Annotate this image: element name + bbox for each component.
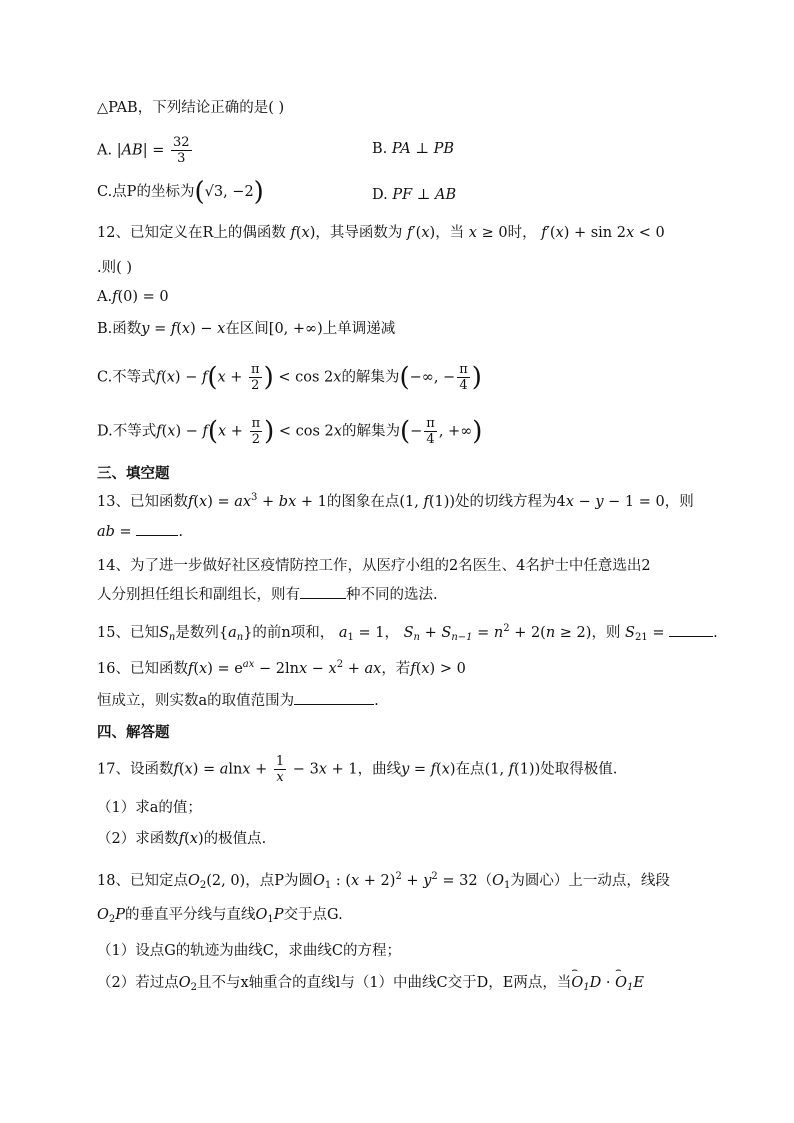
q11-option-b: B. PA ⊥ PB	[372, 141, 455, 157]
q11-tail: △PAB，下列结论正确的是( )	[97, 100, 285, 116]
q12-option-c: C.不等式f(x) − f(x + $\frac{\pi}{2}$ ) < cos 2x的解集为(−∞, − $\frac{\pi}{4}$ )	[97, 362, 482, 393]
q12-option-d: D.不等式f(x) − f(x + $\frac{\pi}{2}$ ) < cos 2x的解集为(− $\frac{\pi}{4}$ , +∞)	[97, 416, 483, 447]
q18-part1: （1）设点G的轨迹为曲线C，求曲线C的方程；	[97, 943, 401, 959]
q17-stem: 17、设函数f(x) = alnx + $\frac{1}{x}$ − 3x + 1，曲线y = f(x)在点(1, f(1))处取得极值.	[97, 754, 618, 785]
answer-blank[interactable]	[294, 690, 374, 705]
q12-stem-tail: .则( )	[97, 260, 133, 276]
q11-option-c: C.点P的坐标为(√3, −2)	[97, 177, 264, 207]
q18-line2: $O_2P$的垂直平分线与直线$O_1P$交于点G.	[97, 907, 343, 925]
q11-option-a: A. |AB| = $\frac{32}{3}$	[97, 135, 190, 166]
q14-line1: 14、为了进一步做好社区疫情防控工作，从医疗小组的2名医生、4名护士中任意选出2	[97, 558, 651, 574]
q18-part2: （2）若过点$O_2$且不与x轴重合的直线l与（1）中曲线C交于D，E两点，当⌢ $O_1D$ · ⌢ $O_1E$	[97, 972, 644, 999]
answer-blank[interactable]	[669, 622, 713, 637]
option-label: A.	[97, 142, 113, 159]
q15-line: 15、已知$S_n$是数列$\{a_n\}$的前n项和， $a_1 = 1$， $S_n + S_{n-1} = n^2 + 2(n \ge 2)$，则 $S_{21}$ = .	[97, 623, 718, 643]
q16-line2: 恒成立，则实数a的取值范围为 .	[97, 690, 379, 712]
q13-line1: 13、已知函数$f(x) = ax^3$ + bx + 1的图象在点(1, f(1))处的切线方程为4x − y − 1 = 0，则	[97, 492, 694, 510]
q12-stem: 12、已知定义在R上的偶函数 f(x)，其导函数为 f′(x)，当 x ≥ 0时， f′(x) + sin 2x < 0	[97, 225, 665, 241]
q17-part1: （1）求a的值；	[97, 800, 202, 816]
q13-line2: ab = .	[97, 521, 183, 543]
answer-blank[interactable]	[136, 521, 178, 536]
fraction: $\frac{32}{3}$	[172, 135, 190, 166]
q14-line2: 人分别担任组长和副组长，则有 种不同的选法.	[97, 584, 438, 606]
q11-option-d: D. PF ⊥ AB	[372, 187, 457, 203]
section-heading-answer: 四、解答题	[97, 724, 170, 741]
q12-option-a: A.f(0) = 0	[97, 289, 169, 305]
answer-blank[interactable]	[300, 584, 346, 599]
section-heading-fill-in: 三、填空题	[97, 465, 170, 482]
q17-part2: （2）求函数f(x)的极值点.	[97, 831, 267, 847]
q16-line1: 16、已知函数$f(x) = e^{ax} - 2\ln x - x^2$ + ax，若f(x) > 0	[97, 659, 466, 677]
q12-option-b: B.函数y = f(x) − x在区间[0, +∞)上单调递减	[97, 321, 396, 337]
q18-line1: 18、已知定点$O_2(2$, 0)，点P为圆$O_1$ : $(x + 2)^2 + y^2 = 32(O_1$为圆心）上一动点，线段	[97, 871, 670, 891]
